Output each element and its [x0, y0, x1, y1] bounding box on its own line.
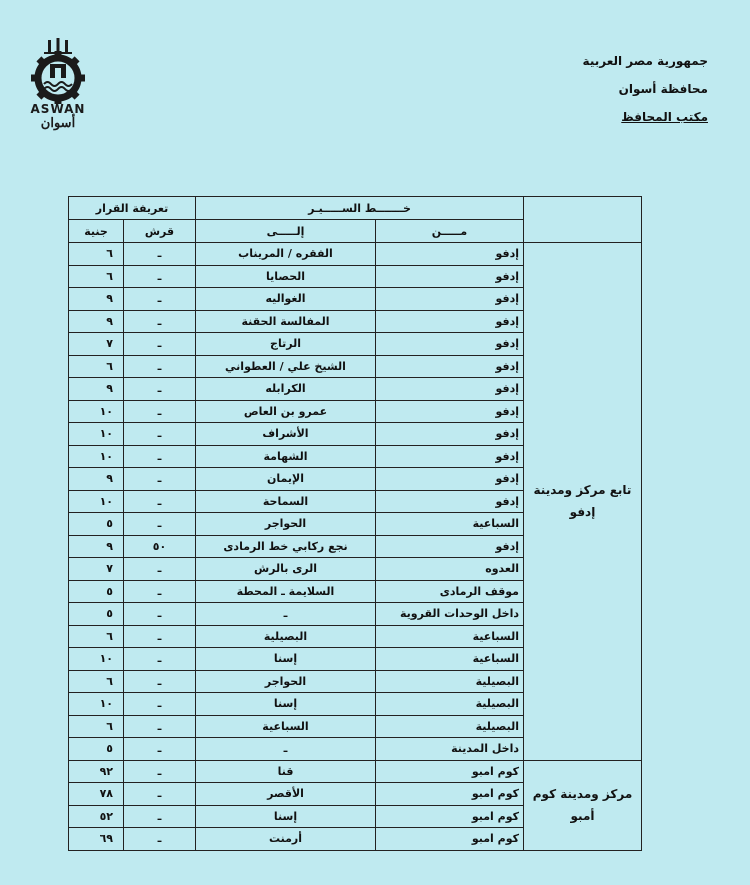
fare-piasters: ـ	[124, 243, 196, 266]
route-to: الغواليه	[196, 288, 376, 311]
fare-piasters: ـ	[124, 490, 196, 513]
route-from: كوم امبو	[376, 805, 524, 828]
fare-pounds: ٦	[69, 265, 124, 288]
fare-piasters: ـ	[124, 265, 196, 288]
route-to: السلايمة ـ المحطة	[196, 580, 376, 603]
fare-piasters: ـ	[124, 625, 196, 648]
route-header: خـــــــط الســـــيـر	[196, 197, 524, 220]
route-from: إدفو	[376, 423, 524, 446]
route-to: المفالسة الحقنة	[196, 310, 376, 333]
route-to: ـ	[196, 603, 376, 626]
route-to: الحواجر	[196, 670, 376, 693]
fare-piasters: ـ	[124, 378, 196, 401]
route-from: إدفو	[376, 310, 524, 333]
fare-pounds: ٥	[69, 513, 124, 536]
route-from: إدفو	[376, 265, 524, 288]
route-from: كوم امبو	[376, 760, 524, 783]
piasters-header: قرش	[124, 220, 196, 243]
route-to: الفقره / المريناب	[196, 243, 376, 266]
fare-piasters: ـ	[124, 715, 196, 738]
fare-piasters: ـ	[124, 513, 196, 536]
fare-table-body	[69, 243, 642, 851]
route-to: الشيخ علي / العطواني	[196, 355, 376, 378]
route-from: البصيلية	[376, 670, 524, 693]
fare-pounds: ٥٢	[69, 805, 124, 828]
fare-piasters: ـ	[124, 783, 196, 806]
route-to: الأشراف	[196, 423, 376, 446]
route-from: إدفو	[376, 333, 524, 356]
fare-piasters: ـ	[124, 738, 196, 761]
route-to: إسنا	[196, 805, 376, 828]
fare-pounds: ٦	[69, 243, 124, 266]
letterhead-governorate: محافظة أسوان	[618, 82, 708, 96]
fare-piasters: ـ	[124, 333, 196, 356]
route-to: الرتاج	[196, 333, 376, 356]
fare-pounds: ٥	[69, 738, 124, 761]
fare-pounds: ٦	[69, 715, 124, 738]
route-from: البصيلية	[376, 693, 524, 716]
fare-piasters: ـ	[124, 760, 196, 783]
route-to: الإيمان	[196, 468, 376, 491]
fare-pounds: ٩	[69, 378, 124, 401]
fare-piasters: ـ	[124, 400, 196, 423]
route-to: قنا	[196, 760, 376, 783]
route-from: العدوه	[376, 558, 524, 581]
logo-text-en: ASWAN	[30, 102, 86, 116]
fare-pounds: ٦	[69, 355, 124, 378]
route-to: ـ	[196, 738, 376, 761]
route-from: إدفو	[376, 490, 524, 513]
route-from: إدفو	[376, 355, 524, 378]
fare-pounds: ٧٨	[69, 783, 124, 806]
route-from: داخل الوحدات القروية	[376, 603, 524, 626]
aswan-governorate-logo	[18, 38, 98, 143]
route-from: البصيلية	[376, 715, 524, 738]
fare-pounds: ٧	[69, 333, 124, 356]
route-to: الحصايا	[196, 265, 376, 288]
letterhead	[508, 50, 708, 134]
fare-piasters: ـ	[124, 805, 196, 828]
fare-piasters: ـ	[124, 288, 196, 311]
logo-text-ar: أسوان	[40, 116, 76, 131]
route-to: الحواجر	[196, 513, 376, 536]
fare-pounds: ٥	[69, 580, 124, 603]
fare-pounds: ٦٩	[69, 828, 124, 851]
route-from: إدفو	[376, 288, 524, 311]
route-to: الرى بالرش	[196, 558, 376, 581]
fare-pounds: ٩	[69, 535, 124, 558]
fare-pounds: ١٠	[69, 400, 124, 423]
fare-pounds: ٦	[69, 670, 124, 693]
route-from: السباعية	[376, 625, 524, 648]
fare-piasters: ٥٠	[124, 535, 196, 558]
route-to: السباعية	[196, 715, 376, 738]
fare-pounds: ٩٢	[69, 760, 124, 783]
letterhead-country: جمهورية مصر العربية	[582, 54, 708, 68]
fare-pounds: ٩	[69, 288, 124, 311]
letterhead-office: مكتب المحافظ	[621, 110, 708, 124]
fare-piasters: ـ	[124, 558, 196, 581]
route-to: عمرو بن العاص	[196, 400, 376, 423]
route-to: إسنا	[196, 693, 376, 716]
route-from: كوم امبو	[376, 828, 524, 851]
route-from: إدفو	[376, 468, 524, 491]
route-to: الكرابله	[196, 378, 376, 401]
route-from: موقف الرمادى	[376, 580, 524, 603]
fare-pounds: ٥	[69, 603, 124, 626]
fare-pounds: ٧	[69, 558, 124, 581]
fare-piasters: ـ	[124, 468, 196, 491]
route-to: السماحة	[196, 490, 376, 513]
route-from: داخل المدينة	[376, 738, 524, 761]
fare-piasters: ـ	[124, 310, 196, 333]
fare-pounds: ٦	[69, 625, 124, 648]
tariff-header: تعريفة القرار	[69, 197, 196, 220]
fare-pounds: ١٠	[69, 423, 124, 446]
route-from: السباعية	[376, 648, 524, 671]
route-to: الشهامة	[196, 445, 376, 468]
fare-piasters: ـ	[124, 828, 196, 851]
route-from: إدفو	[376, 378, 524, 401]
route-to: إسنا	[196, 648, 376, 671]
from-header: مـــــن	[376, 220, 524, 243]
table-row	[69, 760, 642, 783]
route-from: إدفو	[376, 535, 524, 558]
pounds-header: جنية	[69, 220, 124, 243]
fare-piasters: ـ	[124, 580, 196, 603]
fare-piasters: ـ	[124, 355, 196, 378]
fare-pounds: ١٠	[69, 648, 124, 671]
zone-header-cell	[524, 197, 642, 243]
route-from: إدفو	[376, 400, 524, 423]
fare-piasters: ـ	[124, 693, 196, 716]
fare-table	[68, 196, 642, 851]
fare-table-header	[69, 197, 642, 243]
fare-pounds: ٩	[69, 310, 124, 333]
route-to: الأقصر	[196, 783, 376, 806]
table-row	[69, 243, 642, 266]
route-to: أرمنت	[196, 828, 376, 851]
fare-piasters: ـ	[124, 423, 196, 446]
fare-piasters: ـ	[124, 603, 196, 626]
route-from: السباعية	[376, 513, 524, 536]
zone-name: مركز ومدينة كوم أمبو	[524, 760, 642, 850]
route-from: كوم امبو	[376, 783, 524, 806]
to-header: إلـــــى	[196, 220, 376, 243]
route-to: نجع ركابي خط الرمادى	[196, 535, 376, 558]
gear-emblem-icon	[18, 38, 98, 104]
fare-piasters: ـ	[124, 445, 196, 468]
fare-pounds: ١٠	[69, 445, 124, 468]
fare-piasters: ـ	[124, 670, 196, 693]
zone-name: تابع مركز ومدينة إدفو	[524, 243, 642, 761]
fare-pounds: ١٠	[69, 490, 124, 513]
fare-piasters: ـ	[124, 648, 196, 671]
route-from: إدفو	[376, 445, 524, 468]
route-from: إدفو	[376, 243, 524, 266]
fare-pounds: ١٠	[69, 693, 124, 716]
route-to: البصيلية	[196, 625, 376, 648]
fare-pounds: ٩	[69, 468, 124, 491]
